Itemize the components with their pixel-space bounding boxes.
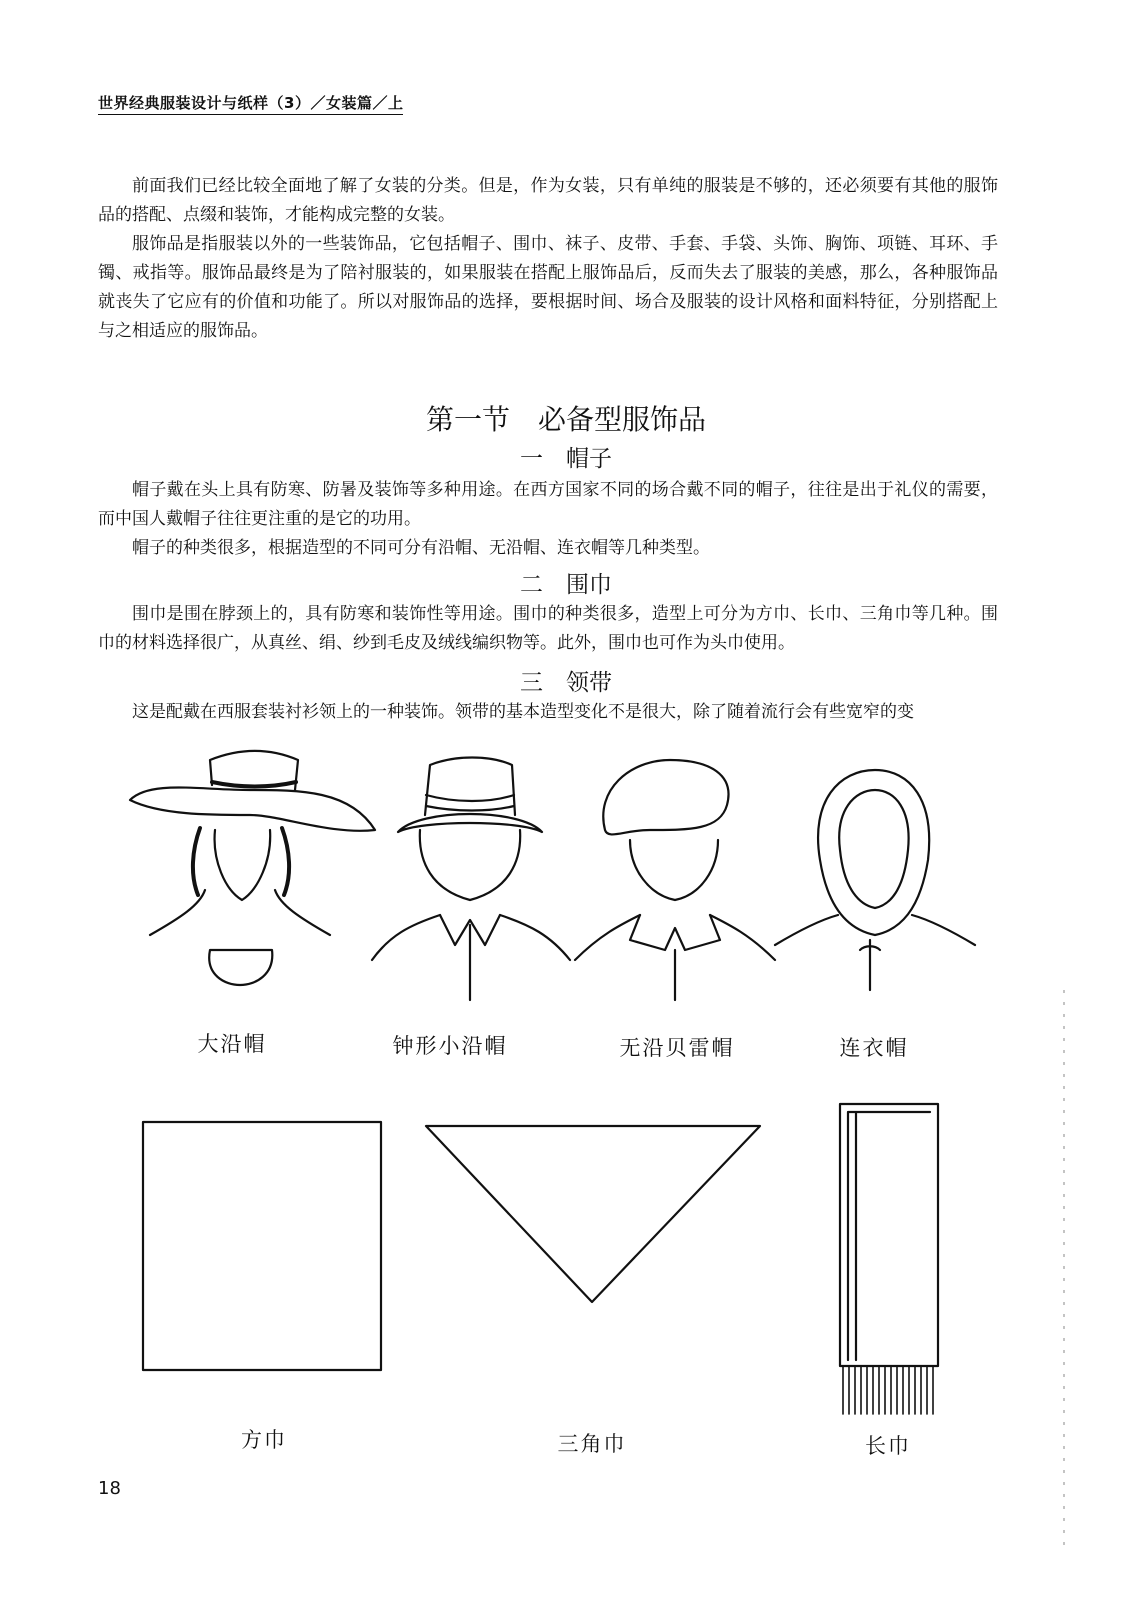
hat-caption: 钟形小沿帽 <box>392 1034 508 1058</box>
intro-paragraph: 服饰品是指服装以外的一些装饰品，它包括帽子、围巾、袜子、皮带、手套、手袋、头饰、胸饰、项链、耳环、手镯、戒指等。服饰品最终是为了陪衬服装的，如果服装在搭配上服饰品后，反而失去了服装的美感，那么，各种服饰品就丧失了它应有的价值和功能了。所以对服饰品的选择，要根据时间、场合及服装的设计风格和面料特征，分别搭配上与之相适应的服饰品。 <box>98 234 998 341</box>
beret-illustration <box>575 760 775 1000</box>
cloche-hat-illustration <box>372 758 570 1001</box>
square-scarf-illustration <box>143 1122 381 1370</box>
scarf-caption: 三角巾 <box>557 1432 627 1456</box>
hat-caption: 无沿贝雷帽 <box>619 1036 735 1060</box>
scarf-caption: 方巾 <box>241 1428 287 1452</box>
intro-paragraph: 前面我们已经比较全面地了解了女装的分类。但是，作为女装，只有单纯的服装是不够的，还必须要有其他的服饰品的搭配、点缀和装饰，才能构成完整的女装。 <box>98 176 998 225</box>
subsection-heading-ties: 三 领带 <box>520 670 612 696</box>
body-paragraph: 帽子的种类很多，根据造型的不同可分有沿帽、无沿帽、连衣帽等几种类型。 <box>132 538 710 558</box>
hat-caption: 连衣帽 <box>839 1036 909 1060</box>
running-header: 世界经典服装设计与纸样（3）／女装篇／上 <box>98 92 403 115</box>
hood-illustration <box>775 770 975 990</box>
subsection-heading-hats: 一 帽子 <box>520 446 612 472</box>
body-paragraph: 帽子戴在头上具有防寒、防暑及装饰等多种用途。在西方国家不同的场合戴不同的帽子，往往是出于礼仪的需要，而中国人戴帽子往往更注重的是它的功用。 <box>98 480 998 529</box>
wide-brim-hat-illustration <box>130 751 375 985</box>
scan-edge-mark <box>1062 990 1066 1550</box>
triangle-scarf-illustration <box>426 1126 760 1302</box>
scarf-caption: 长巾 <box>865 1434 911 1458</box>
section-title: 第一节 必备型服饰品 <box>425 403 706 436</box>
hat-caption: 大沿帽 <box>197 1032 267 1056</box>
subsection-heading-scarves: 二 围巾 <box>520 572 612 598</box>
page-number: 18 <box>98 1478 121 1499</box>
body-paragraph: 这是配戴在西服套装衬衫领上的一种装饰。领带的基本造型变化不是很大，除了随着流行会有些宽窄的变 <box>132 702 914 722</box>
long-scarf-illustration <box>840 1104 938 1414</box>
body-paragraph: 围巾是围在脖颈上的，具有防寒和装饰性等用途。围巾的种类很多，造型上可分为方巾、长巾、三角巾等几种。围巾的材料选择很广，从真丝、绢、纱到毛皮及绒线编织物等。此外，围巾也可作为头巾使用。 <box>98 604 998 653</box>
